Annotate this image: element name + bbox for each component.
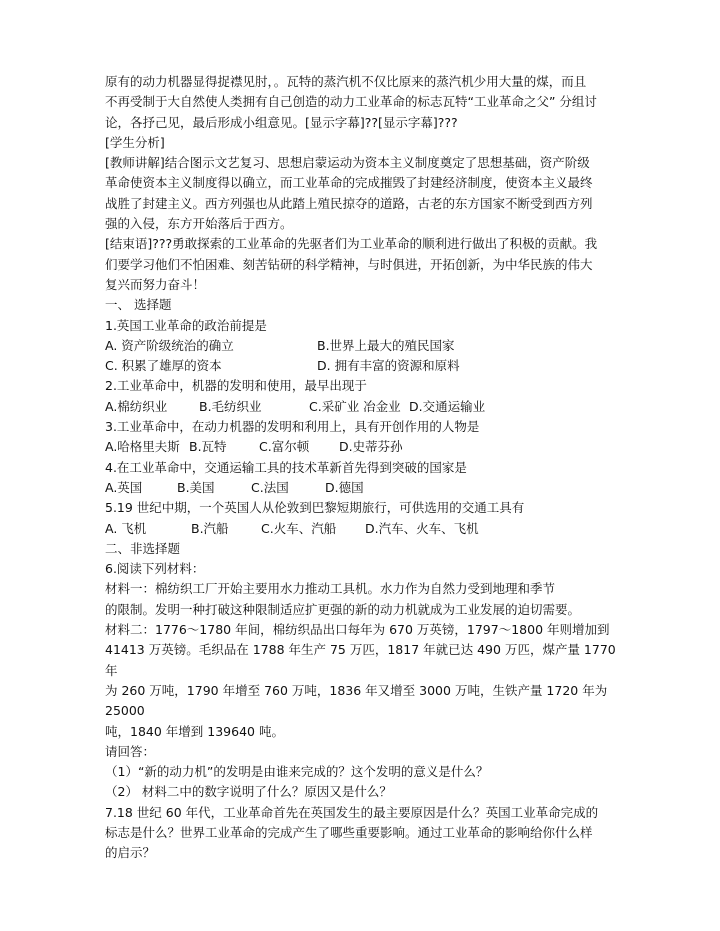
sub-question-1: （1）“新的动力机”的发明是由谁来完成的？这个发明的意义是什么？ bbox=[105, 764, 489, 780]
q5-option-c: C.火车、汽船 bbox=[261, 520, 337, 536]
paragraph-line: 们要学习他们不怕困难、刻苦钻研的科学精神，与时俱进，开拓创新，为中华民族的伟大 bbox=[105, 256, 593, 272]
question-5: 5.19 世纪中期，一个英国人从伦敦到巴黎短期旅行，可供选用的交通工具有 bbox=[105, 500, 525, 516]
paragraph-line: 强的入侵，东方开始落后于西方。 bbox=[105, 216, 293, 232]
q3-option-b: B.瓦特 bbox=[189, 439, 227, 455]
paragraph-line: [结束语]???勇敢探索的工业革命的先驱者们为工业革命的顺利进行做出了积极的贡献。我 bbox=[105, 236, 598, 252]
q5-option-d: D.汽车、火车、飞机 bbox=[365, 520, 479, 536]
material-line: 的限制。发明一种打破这种限制适应扩更强的新的动力机就成为工业发展的迫切需要。 bbox=[105, 601, 581, 617]
question-3-options-row bbox=[105, 437, 625, 457]
material-line: 41413 万英镑。毛织品在 1788 年生产 75 万匹，1817 年就已达 490 万匹，煤产量 1770 bbox=[105, 642, 616, 658]
section-heading-choice: 一、 选择题 bbox=[105, 297, 172, 313]
material-line: 为 260 万吨，1790 年增至 760 万吨，1836 年又增至 3000 万吨，生铁产量 1720 年为 bbox=[105, 682, 608, 698]
q3-option-c: C.富尔顿 bbox=[259, 439, 310, 455]
q1-option-c: C. 积累了雄厚的资本 bbox=[105, 358, 222, 374]
material-line: 25000 bbox=[105, 703, 145, 719]
q4-option-a: A.英国 bbox=[105, 479, 143, 495]
material-line: 材料二：1776～1780 年间，棉纺织品出口每年为 670 万英镑，1797～1800 年则增加到 bbox=[105, 622, 610, 638]
q2-option-d: D.交通运输业 bbox=[409, 398, 486, 414]
question-2-options-row bbox=[105, 397, 625, 417]
question-7-line: 标志是什么？世界工业革命的完成产生了哪些重要影响。通过工业革命的影响给你什么样 bbox=[105, 824, 593, 840]
q1-option-b: B.世界上最大的殖民国家 bbox=[317, 337, 455, 353]
paragraph-line: 论，各抒己见，最后形成小组意见。[显示字幕]??[显示字幕]??? bbox=[105, 114, 458, 130]
q2-option-a: A.棉纺织业 bbox=[105, 398, 168, 414]
paragraph-line: [教师讲解]结合图示文艺复习、思想启蒙运动为资本主义制度奠定了思想基础，资产阶级 bbox=[105, 155, 590, 171]
question-1: 1.英国工业革命的政治前提是 bbox=[105, 317, 267, 333]
section-heading-non-choice: 二、非选择题 bbox=[105, 540, 181, 556]
question-1-options-row bbox=[105, 356, 625, 376]
q4-option-d: D.德国 bbox=[325, 479, 364, 495]
q4-option-c: C.法国 bbox=[251, 479, 289, 495]
paragraph-line: [学生分析] bbox=[105, 134, 165, 150]
material-line: 年 bbox=[105, 662, 118, 678]
paragraph-line: 不再受制于大自然使人类拥有自己创造的动力工业革命的标志瓦特“工业革命之父” 分组讨 bbox=[105, 94, 597, 110]
paragraph-line: 原有的动力机器显得捉襟见肘，。瓦特的蒸汽机不仅比原来的蒸汽机少用大量的煤，而且 bbox=[105, 74, 587, 89]
q3-option-a: A.哈格里夫斯 bbox=[105, 439, 180, 455]
sub-question-2: （2） 材料二中的数字说明了什么？原因又是什么？ bbox=[105, 784, 392, 800]
material-line: 材料一：棉纺织工厂开始主要用水力推动工具机。水力作为自然力受到地理和季节 bbox=[105, 581, 556, 597]
q4-option-b: B.美国 bbox=[177, 479, 215, 495]
question-7: 7.18 世纪 60 年代，工业革命首先在英国发生的最主要原因是什么？英国工业革命完成的 bbox=[105, 804, 599, 820]
paragraph-line: 革命使资本主义制度得以确立，而工业革命的完成摧毁了封建经济制度，使资本主义最终 bbox=[105, 175, 593, 191]
question-6: 6.阅读下列材料： bbox=[105, 561, 205, 577]
question-1-options-row bbox=[105, 336, 625, 356]
paragraph-line: 复兴而努力奋斗！ bbox=[105, 276, 206, 292]
material-line: 吨，1840 年增到 139640 吨。 bbox=[105, 723, 284, 739]
question-5-options-row bbox=[105, 519, 625, 539]
answer-prompt: 请回答： bbox=[105, 743, 156, 759]
q5-option-a: A. 飞机 bbox=[105, 520, 147, 536]
q3-option-d: D.史蒂芬孙 bbox=[339, 439, 403, 455]
question-2: 2.工业革命中，机器的发明和使用，最早出现于 bbox=[105, 378, 367, 394]
question-4: 4.在工业革命中，交通运输工具的技术革新首先得到突破的国家是 bbox=[105, 459, 467, 475]
q2-option-b: B.毛纺织业 bbox=[199, 398, 262, 414]
q2-option-c: C.采矿业 冶金业 bbox=[309, 398, 401, 414]
q1-option-a: A. 资产阶级统治的确立 bbox=[105, 337, 234, 353]
q5-option-b: B.汽船 bbox=[191, 520, 229, 536]
question-7-line: 的启示？ bbox=[105, 845, 156, 861]
question-4-options-row bbox=[105, 478, 625, 498]
paragraph-line: 战胜了封建主义。西方列强也从此踏上殖民掠夺的道路，古老的东方国家不断受到西方列 bbox=[105, 195, 593, 211]
document-page bbox=[105, 72, 625, 864]
question-3: 3.工业革命中，在动力机器的发明和利用上，具有开创作用的人物是 bbox=[105, 419, 480, 435]
q1-option-d: D. 拥有丰富的资源和原料 bbox=[317, 358, 460, 374]
